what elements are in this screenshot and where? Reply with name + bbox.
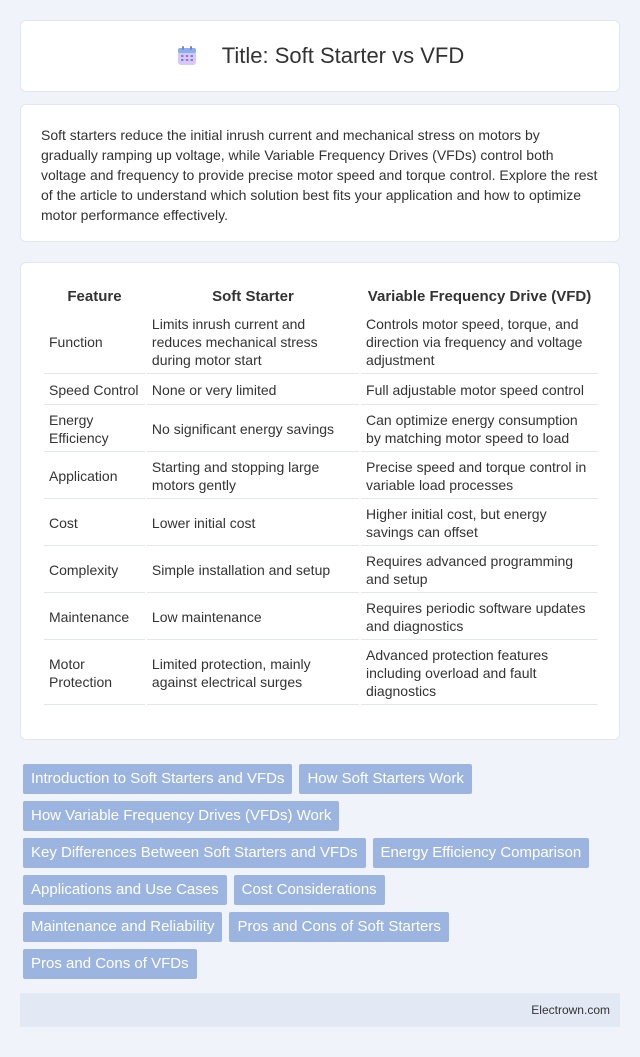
table-row xyxy=(44,311,598,374)
page-title: Title: Soft Starter vs VFD xyxy=(221,43,465,68)
table-cell: None or very limited xyxy=(147,376,359,405)
table-row xyxy=(44,407,598,452)
topic-link[interactable]: Pros and Cons of VFDs xyxy=(23,949,197,979)
table-header-row xyxy=(44,283,598,309)
table-cell: Application xyxy=(44,454,145,499)
tag-row xyxy=(23,875,623,905)
calendar-icon xyxy=(176,45,198,67)
table-cell: Advanced protection features including overload and fault diagnostics xyxy=(361,642,598,705)
table-cell: Maintenance xyxy=(44,595,145,640)
column-header-soft-starter: Soft Starter xyxy=(212,287,294,305)
tag-row xyxy=(23,949,623,979)
table-cell: Limits inrush current and reduces mechanical stress during motor start xyxy=(147,311,359,374)
table-row xyxy=(44,548,598,593)
title-card xyxy=(20,20,620,92)
topic-link[interactable]: How Variable Frequency Drives (VFDs) Work xyxy=(23,801,339,831)
table-cell: Motor Protection xyxy=(44,642,145,705)
table-row xyxy=(44,501,598,546)
intro-paragraph: Soft starters reduce the initial inrush current and mechanical stress on motors by gradually ramping up voltage, while Variable Frequency Drives (VFDs) control both voltage and frequency to provide precise motor speed and torque control. Explore the rest of the article to understand which solution best fits your application and how to optimize motor performance effectively. xyxy=(41,127,598,223)
table-cell: Higher initial cost, but energy savings can offset xyxy=(361,501,598,546)
topic-link[interactable]: Key Differences Between Soft Starters and VFDs xyxy=(23,838,366,868)
column-header-vfd: Variable Frequency Drive (VFD) xyxy=(367,287,592,305)
table-cell: Requires advanced programming and setup xyxy=(361,548,598,593)
table-row xyxy=(44,595,598,640)
topic-link[interactable]: Maintenance and Reliability xyxy=(23,912,222,942)
topic-link[interactable]: Cost Considerations xyxy=(234,875,385,905)
table-cell: Controls motor speed, torque, and direction via frequency and voltage adjustment xyxy=(361,311,598,374)
table-cell: No significant energy savings xyxy=(147,407,359,452)
table-row xyxy=(44,642,598,705)
tag-row xyxy=(23,801,623,831)
table-cell: Starting and stopping large motors gently xyxy=(147,454,359,499)
table-cell: Cost xyxy=(44,501,145,546)
table-cell: Energy Efficiency xyxy=(44,407,145,452)
table-cell: Limited protection, mainly against electrical surges xyxy=(147,642,359,705)
table-cell: Requires periodic software updates and diagnostics xyxy=(361,595,598,640)
table-cell: Simple installation and setup xyxy=(147,548,359,593)
topic-link[interactable]: Introduction to Soft Starters and VFDs xyxy=(23,764,292,794)
topic-link[interactable]: Applications and Use Cases xyxy=(23,875,227,905)
table-cell: Precise speed and torque control in variable load processes xyxy=(361,454,598,499)
tag-row xyxy=(23,764,623,794)
footer xyxy=(20,993,620,1027)
topic-link[interactable]: Pros and Cons of Soft Starters xyxy=(229,912,448,942)
table-cell: Can optimize energy consumption by matching motor speed to load xyxy=(361,407,598,452)
table-cell: Function xyxy=(44,311,145,374)
comparison-table-card xyxy=(20,262,620,740)
table-cell: Speed Control xyxy=(44,376,145,405)
tag-row xyxy=(23,838,623,868)
column-header-feature: Feature xyxy=(67,287,122,305)
tag-row xyxy=(23,912,623,942)
intro-card xyxy=(20,104,620,242)
table-row xyxy=(44,454,598,499)
footer-site-name[interactable]: Electrown.com xyxy=(531,1003,610,1017)
table-cell: Lower initial cost xyxy=(147,501,359,546)
topic-link[interactable]: How Soft Starters Work xyxy=(299,764,471,794)
table-cell: Low maintenance xyxy=(147,595,359,640)
table-cell: Complexity xyxy=(44,548,145,593)
table-cell: Full adjustable motor speed control xyxy=(361,376,598,405)
table-row xyxy=(44,376,598,405)
topic-link[interactable]: Energy Efficiency Comparison xyxy=(373,838,590,868)
related-topics xyxy=(23,764,623,986)
comparison-table xyxy=(42,281,600,707)
